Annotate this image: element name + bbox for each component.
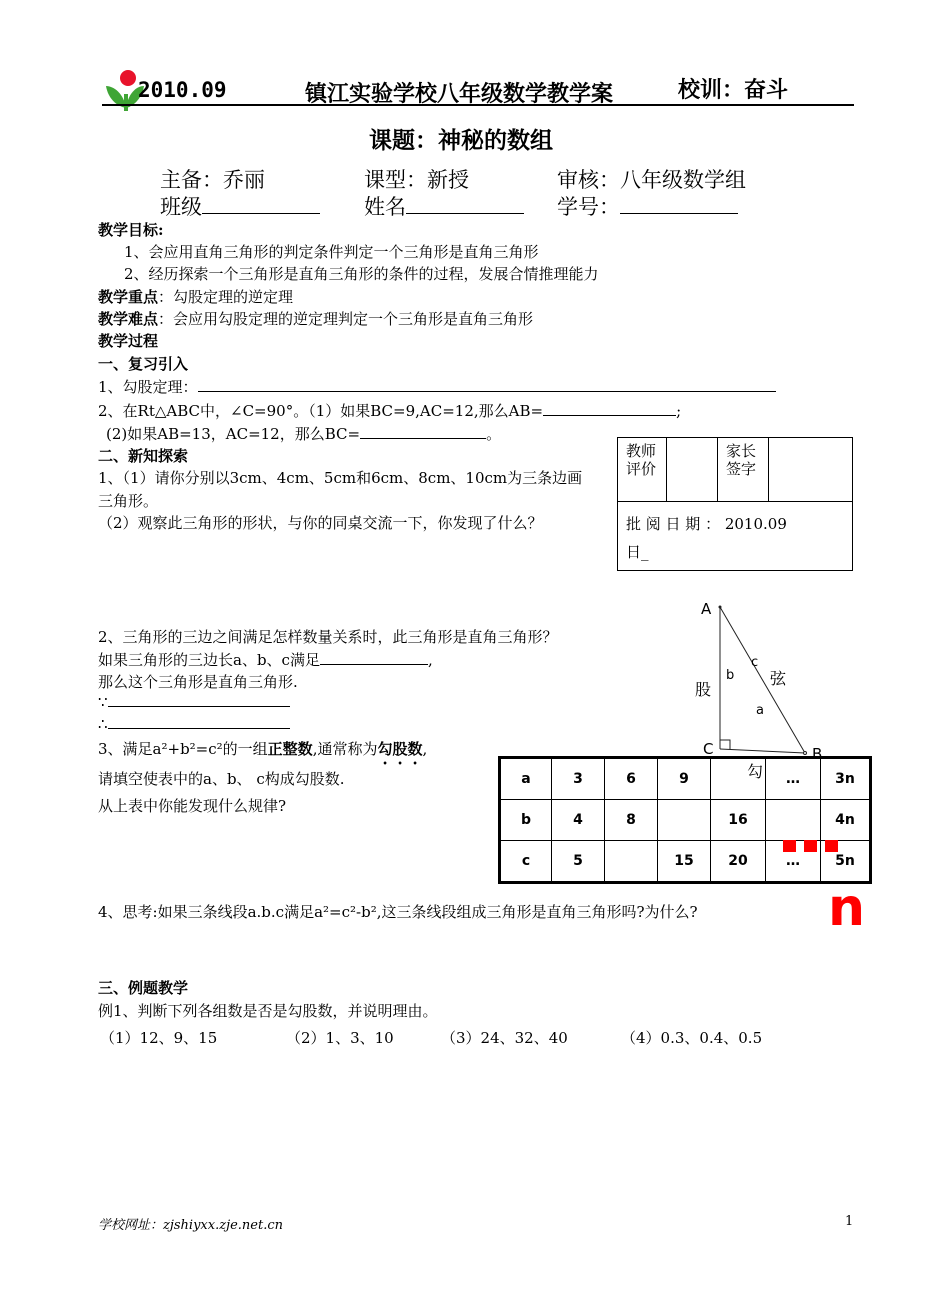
review-q2b-end: 。 [486,425,502,443]
table-cell: … [766,841,821,883]
number-label: 学号： [557,195,620,219]
vertex-c-label: C [703,740,714,758]
difficulty-point [98,308,533,329]
side-a-line [720,749,805,753]
header-rule [102,104,854,106]
q3-bold-integers: 正整数 [267,740,313,758]
table-cell: a [500,758,552,800]
vertex-b-label: B [812,745,823,763]
gu-label: 股 [695,680,712,699]
therefore-symbol: ∴ [98,715,108,733]
example-1: 例1、判断下列各组数是否是勾股数，并说明理由。 [98,1002,438,1020]
table-cell: 20 [711,841,766,883]
name-blank[interactable] [406,195,524,214]
review-date-line2: 日_ [626,543,649,561]
table-cell: 3 [552,758,605,800]
header-school-title: 镇江实验学校八年级数学教学案 [305,81,614,107]
table-cell: 4n [821,800,871,841]
key-point [98,286,293,307]
example-item: （3）24、32、40 [441,1029,568,1047]
because-symbol: ∵ [98,693,108,711]
side-b-label: b [726,668,735,683]
table-cell: 5 [552,841,605,883]
review-q2b-blank[interactable] [360,424,486,439]
table-cell-blank[interactable] [605,841,658,883]
name-field[interactable] [364,191,524,221]
number-field[interactable] [557,191,738,221]
vertex-a-label: A [701,600,712,618]
key-point-label: 教学重点 [98,288,159,306]
teacher-eval-text: 教师评价 [626,442,657,478]
explore-q1-line1: 1、（1）请你分别以3cm、4cm、5cm和6cm、8cm、10cm为三条边画 [98,469,583,487]
explore-q4: 4、思考:如果三条线段a.b.c满足a²=c²-b²,这三条线段组成三角形是直角三角形吗?为什么? [98,903,698,921]
review-q2b [106,423,501,444]
review-heading: 一、复习引入 [98,355,189,373]
red-marker [825,840,838,852]
review-box [617,437,853,571]
right-angle-mark [720,740,730,749]
table-cell: 3n [821,758,871,800]
explore-q2-line3: 那么这个三角形是直角三角形. [98,673,298,691]
red-marker [783,840,796,852]
table-cell: c [500,841,552,883]
big-n-letter: n [828,878,866,938]
review-q2a-text: 2、在Rt△ABC中，∠C=90°。（1）如果BC=9,AC=12,那么AB= [98,402,544,420]
header-date: 2010.09 [138,78,227,102]
objective-item: 1、会应用直角三角形的判定条件判定一个三角形是直角三角形 [124,243,539,261]
parent-sign-text: 家长签字 [726,442,757,478]
header-motto: 校训：奋斗 [678,77,789,103]
gou-label: 勾 [747,762,764,781]
table-cell: 8 [605,800,658,841]
table-cell: 9 [658,758,711,800]
explore-q3-line2: 请填空使表中的a、b、 c构成勾股数. [98,770,345,788]
table-cell: 15 [658,841,711,883]
table-cell-blank[interactable] [658,800,711,841]
parent-sign-label [718,438,769,502]
because-blank[interactable] [108,692,290,707]
explore-heading: 二、新知探索 [98,447,189,465]
side-c-label: c [751,655,759,670]
teacher-eval-cell[interactable] [667,438,718,502]
q3-end: , [422,740,428,758]
process-heading: 教学过程 [98,332,159,350]
parent-sign-cell[interactable] [769,438,853,502]
q3-bold-gougu: 勾股数 [377,740,423,758]
teacher-eval-label [618,438,667,502]
review-q1-blank[interactable] [198,377,776,392]
explore-q2-blank[interactable] [320,650,428,665]
therefore-line [98,714,290,733]
explore-q2-line2-end: , [427,651,433,669]
xian-label: 弦 [770,669,787,688]
table-cell: 4 [552,800,605,841]
review-q2b-text: (2)如果AB=13，AC=12，那么BC= [106,425,361,443]
table-row [500,758,871,800]
review-q2a-blank[interactable] [543,401,676,416]
review-date-cell[interactable] [618,502,853,571]
explore-q2-line2 [98,649,433,670]
examples-heading: 三、例题教学 [98,979,189,997]
key-point-text: ：勾股定理的逆定理 [158,288,294,306]
table-cell: 5n [821,841,871,883]
footer-site: 学校网址：zjshiyxx.zje.net.cn [98,1218,284,1233]
lesson-title: 课题：神秘的数组 [369,127,553,154]
q3-mid: ,通常称为 [312,740,378,758]
class-blank[interactable] [202,195,320,214]
table-cell: 16 [711,800,766,841]
lesson-type: 课型：新授 [364,168,469,192]
example-item: （2）1、3、10 [286,1029,394,1047]
difficulty-label: 教学难点 [98,310,159,328]
lesson-preparer: 主备：乔丽 [160,168,265,192]
review-q1-text: 1、勾股定理： [98,378,198,396]
example-item: （1）12、9、15 [100,1029,218,1047]
class-field[interactable] [160,191,320,221]
table-cell: b [500,800,552,841]
table-cell: 6 [605,758,658,800]
explore-q2-line1: 2、三角形的三边之间满足怎样数量关系时，此三角形是直角三角形？ [98,628,558,646]
review-q2a-end: ; [676,402,682,420]
objective-item: 2、经历探索一个三角形是直角三角形的条件的过程，发展合情推理能力 [124,265,599,283]
table-cell: … [766,758,821,800]
pythagorean-table [498,756,872,884]
side-a-label: a [756,703,764,718]
class-label: 班级 [160,195,202,219]
difficulty-text: ：会应用勾股定理的逆定理判定一个三角形是直角三角形 [158,310,534,328]
page-number: 1 [845,1214,854,1229]
table-cell-blank[interactable] [766,800,821,841]
review-q2a [98,400,681,421]
explore-q1-part2: （2）观察此三角形的形状，与你的同桌交流一下，你发现了什么？ [98,514,543,532]
explore-q3-line3: 从上表中你能发现什么规律? [98,797,287,815]
example-item: （4）0.3、0.4、0.5 [621,1029,763,1047]
because-line [98,692,290,711]
number-blank[interactable] [620,195,738,214]
lesson-reviewer: 审核：八年级数学组 [557,168,746,192]
therefore-blank[interactable] [108,714,290,729]
objectives-heading: 教学目标: [98,221,164,239]
explore-q2-line2-text: 如果三角形的三边长a、b、c满足 [98,651,320,669]
q3-pre: 3、满足a²+b²=c²的一组 [98,740,268,758]
red-marker [804,840,817,852]
table-row [500,800,871,841]
explore-q1-line2: 三角形。 [98,492,159,510]
explore-q3-line1 [98,738,427,768]
review-date-line1: 批 阅 日 期 ： 2010.09 [626,515,787,533]
name-label: 姓名 [364,195,406,219]
review-q1 [98,376,776,397]
